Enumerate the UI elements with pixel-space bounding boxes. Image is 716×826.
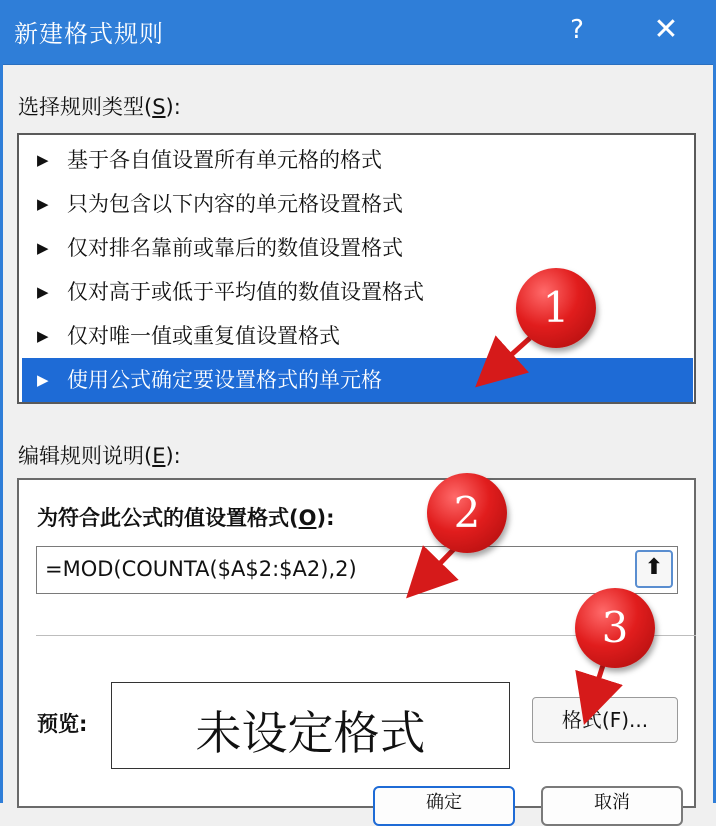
preview-label: 预览: — [37, 712, 88, 736]
expand-arrow-icon: ▶ — [37, 283, 49, 301]
edit-rule-label-prefix: 编辑规则说明( — [18, 444, 153, 468]
help-button[interactable]: ? — [570, 15, 584, 45]
rule-item-contains[interactable] — [22, 182, 693, 226]
rule-item-top-bottom[interactable] — [22, 226, 693, 270]
rule-item-use-formula[interactable] — [22, 358, 693, 402]
rule-type-label — [18, 91, 181, 121]
ok-button[interactable]: 确定 — [373, 786, 515, 826]
dialog-border-left — [0, 64, 3, 803]
rule-item-label: 仅对排名靠前或靠后的数值设置格式 — [67, 236, 403, 260]
collapse-dialog-icon[interactable]: ⬆ — [635, 550, 673, 588]
formula-label-prefix: 为符合此公式的值设置格式( — [37, 506, 299, 530]
format-button[interactable]: 格式(F)... — [532, 697, 678, 743]
rule-item-cell-values[interactable] — [22, 138, 693, 182]
expand-arrow-icon: ▶ — [37, 195, 49, 213]
cancel-button[interactable]: 取消 — [541, 786, 683, 826]
close-button[interactable]: ✕ — [653, 12, 679, 47]
expand-arrow-icon: ▶ — [37, 151, 49, 169]
rule-item-label: 只为包含以下内容的单元格设置格式 — [67, 192, 403, 216]
expand-arrow-icon: ▶ — [37, 327, 49, 345]
rule-type-label-key: S — [152, 95, 166, 119]
formula-input[interactable] — [36, 546, 678, 594]
expand-arrow-icon: ▶ — [37, 371, 49, 389]
annotation-marker-3: 3 — [575, 588, 655, 668]
formula-label-suffix: ): — [316, 506, 335, 530]
rule-item-label: 基于各自值设置所有单元格的格式 — [67, 148, 382, 172]
annotation-marker-2: 2 — [427, 473, 507, 553]
rule-item-label: 仅对高于或低于平均值的数值设置格式 — [67, 280, 424, 304]
formula-label-key: O — [298, 506, 317, 530]
annotation-marker-1: 1 — [516, 268, 596, 348]
edit-rule-label — [18, 440, 181, 470]
formula-value[interactable]: =MOD(COUNTA($A$2:$A2),2) — [45, 557, 357, 581]
rule-type-label-suffix: ): — [165, 95, 181, 119]
rule-item-label: 使用公式确定要设置格式的单元格 — [67, 368, 382, 392]
expand-arrow-icon: ▶ — [37, 239, 49, 257]
dialog-title: 新建格式规则 — [14, 20, 164, 48]
rule-type-label-prefix: 选择规则类型( — [18, 95, 153, 119]
rule-item-label: 仅对唯一值或重复值设置格式 — [67, 324, 340, 348]
preview-text: 未设定格式 — [195, 706, 426, 760]
rule-type-list[interactable] — [17, 133, 696, 404]
title-bar — [0, 0, 716, 65]
edit-rule-label-suffix: ): — [165, 444, 181, 468]
edit-rule-label-key: E — [152, 444, 166, 468]
formula-label — [37, 502, 334, 532]
preview-box — [111, 682, 510, 769]
